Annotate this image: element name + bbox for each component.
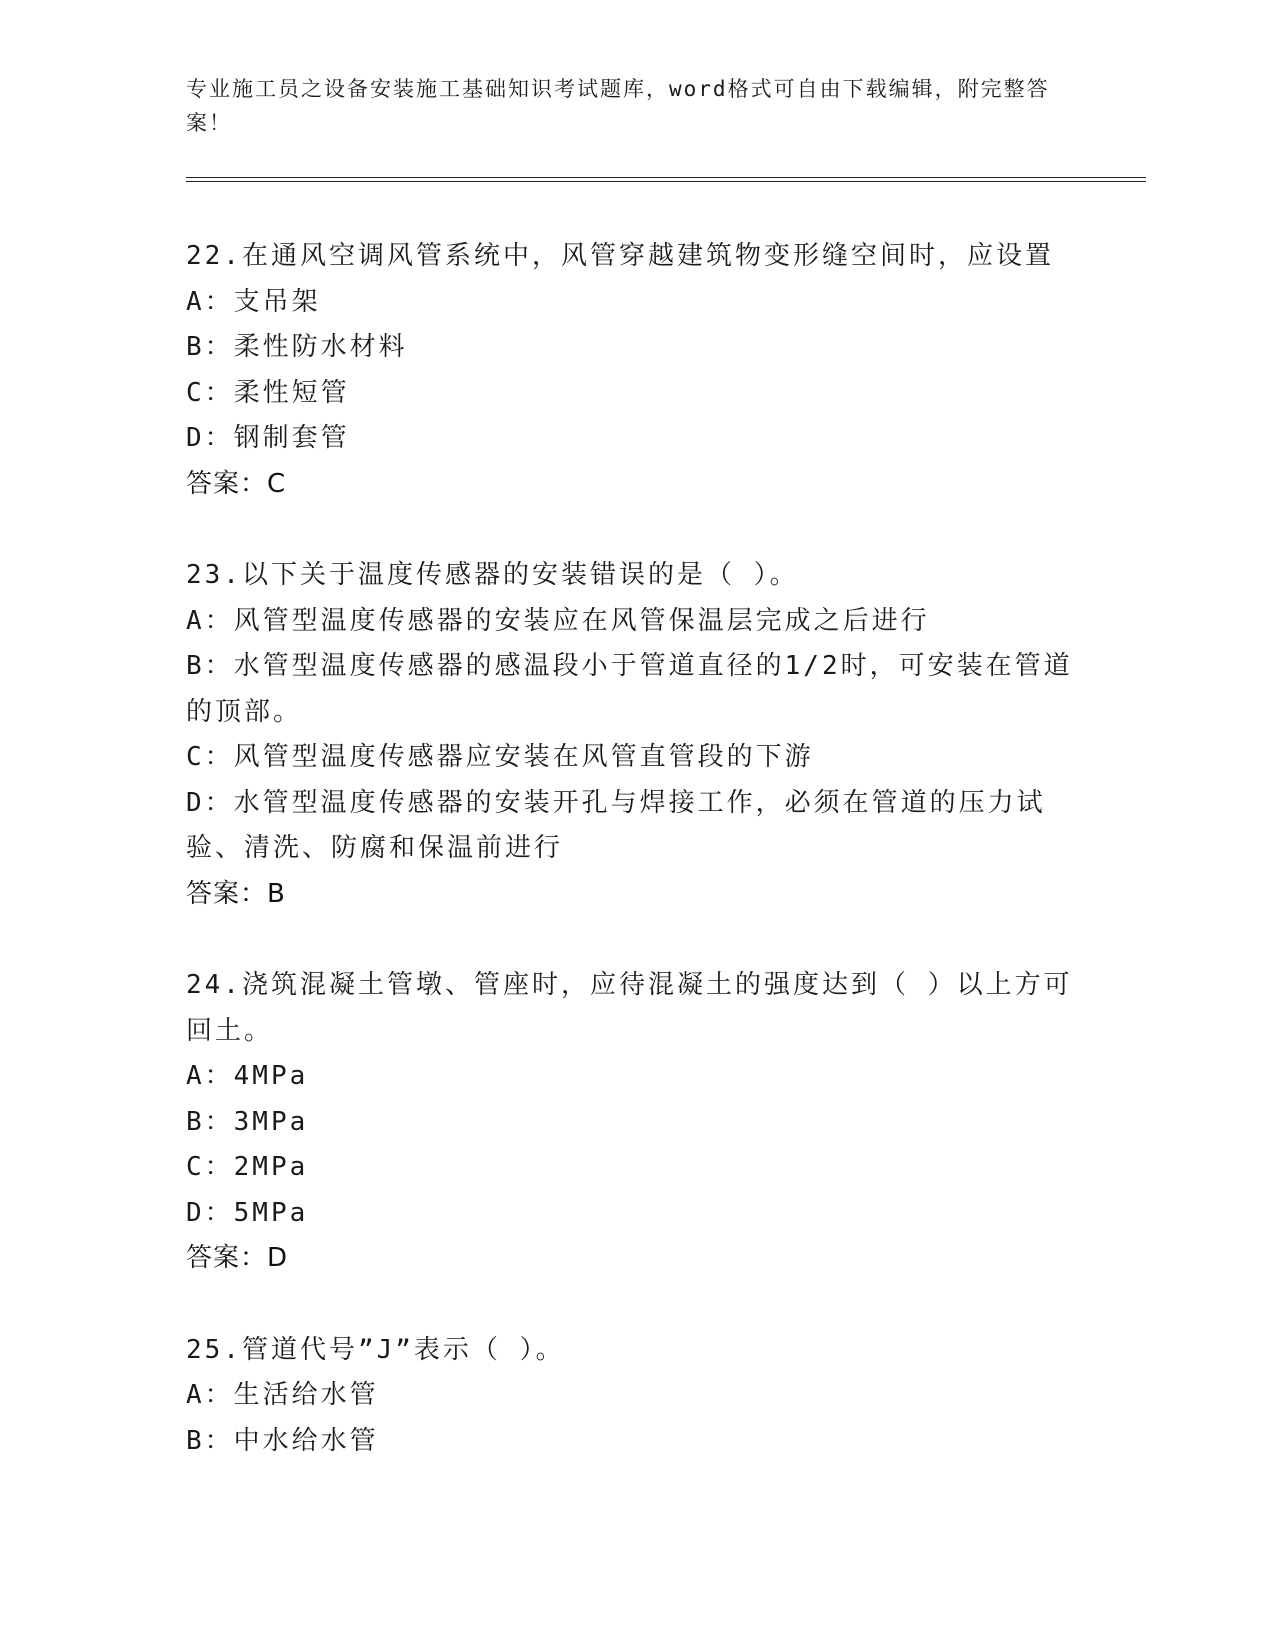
option-d: D：钢制套管 <box>186 423 350 453</box>
header-divider-top <box>186 177 1146 178</box>
option-d: D：5MPa <box>186 1197 309 1228</box>
header-divider-bottom <box>186 181 1146 182</box>
question-23 <box>186 553 1086 917</box>
option-d: D：水管型温度传感器的安装开孔与焊接工作，必须在管道的压力试验、清洗、防腐和保温前进行 <box>186 787 1046 863</box>
answer: 答案：C <box>186 468 287 499</box>
question-25 <box>186 1328 1086 1465</box>
option-b: B：3MPa <box>186 1106 309 1137</box>
option-c: C：柔性短管 <box>186 377 350 408</box>
option-b: B：水管型温度传感器的感温段小于管道直径的1/2时，可安装在管道的顶部。 <box>186 651 1073 727</box>
question-22 <box>186 234 1086 507</box>
option-a: A：生活给水管 <box>186 1380 379 1410</box>
option-a: A：支吊架 <box>186 286 321 317</box>
question-24 <box>186 963 1086 1282</box>
answer: 答案：B <box>186 878 286 909</box>
option-c: C：风管型温度传感器应安装在风管直管段的下游 <box>186 742 814 772</box>
option-a: A：风管型温度传感器的安装应在风管保温层完成之后进行 <box>186 605 930 636</box>
question-list <box>186 234 1086 1510</box>
option-b: B：中水给水管 <box>186 1425 379 1456</box>
question-stem: 24.浇筑混凝土管墩、管座时，应待混凝土的强度达到（ ）以上方可回土。 <box>186 970 1073 1046</box>
document-header-text: 专业施工员之设备安装施工基础知识考试题库，word格式可自由下载编辑，附完整答案！ <box>186 77 1050 135</box>
question-stem: 25.管道代号”J”表示（ ）。 <box>186 1334 565 1365</box>
answer: 答案：D <box>186 1243 289 1273</box>
question-stem: 23.以下关于温度传感器的安装错误的是（ ）。 <box>186 560 799 590</box>
question-stem: 22.在通风空调风管系统中，风管穿越建筑物变形缝空间时，应设置 <box>186 241 1054 271</box>
option-c: C：2MPa <box>186 1152 309 1182</box>
option-b: B：柔性防水材料 <box>186 332 408 362</box>
option-a: A：4MPa <box>186 1061 309 1091</box>
